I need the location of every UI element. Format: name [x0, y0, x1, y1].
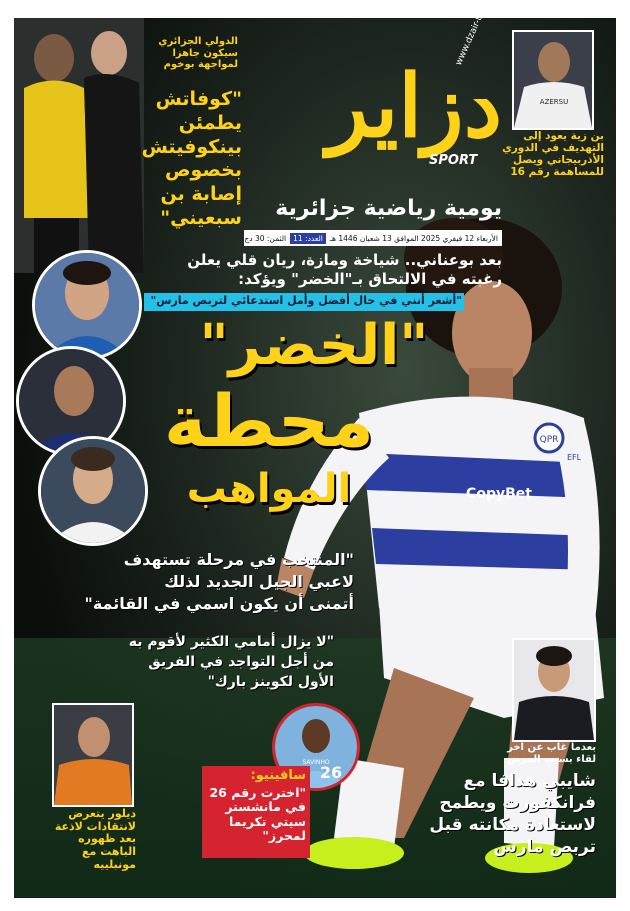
masthead-tagline: يومية رياضية جزائرية: [275, 196, 502, 221]
masthead-logo: دزاير: [326, 56, 502, 157]
main-headline-line-3: المواهب: [186, 466, 352, 512]
main-headline-line-1: "الخضر": [199, 313, 429, 378]
quote-1-line-3: أتمنى أن يكون اسمي في القائمة": [84, 594, 354, 613]
main-headline-line-2: محطة: [163, 379, 375, 463]
savinho-label: سافينيو:: [250, 768, 306, 783]
savinho-name: SAVINHO: [302, 759, 330, 766]
savinho-number: 26: [319, 763, 343, 782]
ben-zia-photo: [512, 30, 594, 130]
top-left-headline: "كوفاتش يطمئن بينكوفيتش بخصوص إصابة بن سبعيني": [141, 88, 242, 229]
deck-line-2: رغبته في الالتحاق بـ"الخضر" ويؤكد:: [238, 270, 502, 288]
chaibi-photo: [512, 638, 596, 742]
top-left-kicker: الدولي الجزائري سيكون جاهزا لمواجهة بوخوم: [158, 36, 238, 70]
kit-sponsor-text: CopyBet: [466, 486, 532, 502]
price-text: الثمن: 30 دج: [244, 233, 287, 243]
issue-badge: العدد: 11: [290, 233, 326, 244]
quote-1-line-2: لاعبي الجيل الجديد لذلك: [164, 572, 354, 591]
top-right-caption: بن زية يعود إلى التهديف في الدوري الأذربيجاني ويصل للمساهمة رقم 16: [502, 130, 604, 179]
deck-line-1: بعد بوعناني.. شياخة ومازة، ريان قلي يعلن: [187, 251, 502, 269]
masthead-sport: SPORT: [429, 153, 478, 168]
coach-photo: [14, 18, 144, 273]
kit-sleeve-text: EFL: [566, 453, 582, 462]
shirt-sponsor: AZERSU: [539, 98, 569, 106]
quote-2-line-2: من أجل التواجد في الفريق: [148, 654, 334, 670]
savinho-text: "اخترت رقم 26 في مانشستر سيتي تكريما لمحرز": [209, 785, 306, 844]
date-text: الأربعاء 12 فيفري 2025 الموافق 13 شعبان 1446 هـ: [329, 233, 498, 243]
kit-badge-text: QPR: [539, 435, 559, 445]
quote-2-line-3: الأول لكوينز بارك": [207, 674, 334, 690]
bottom-right-headline: شايبي هدافا مع فرانكفورت ويطمح لاستعادة مكانته قبل تربص مارس: [429, 771, 596, 858]
date-bar: [244, 230, 502, 246]
deck-quote: "أشعر أنني في حال أفضل وأمل استدعائي لتربص مارس": [150, 294, 462, 307]
newspaper-front-page: [14, 18, 616, 898]
bottom-right-kicker: بعدما غاب عن آخر لقاء بسبب المرض: [507, 742, 596, 765]
bottom-left-caption: ديلور يتعرض لانتقادات لاذعة بعد ظهوره الباهت مع مونبلييه: [54, 807, 136, 871]
quote-1-line-1: "المنتخب في مرحلة تستهدف: [123, 550, 354, 569]
quote-2-line-1: "لا يزال أمامي الكثير لأقوم به: [128, 634, 334, 650]
circle-photo-1: [32, 250, 142, 360]
delort-photo: [52, 703, 134, 807]
